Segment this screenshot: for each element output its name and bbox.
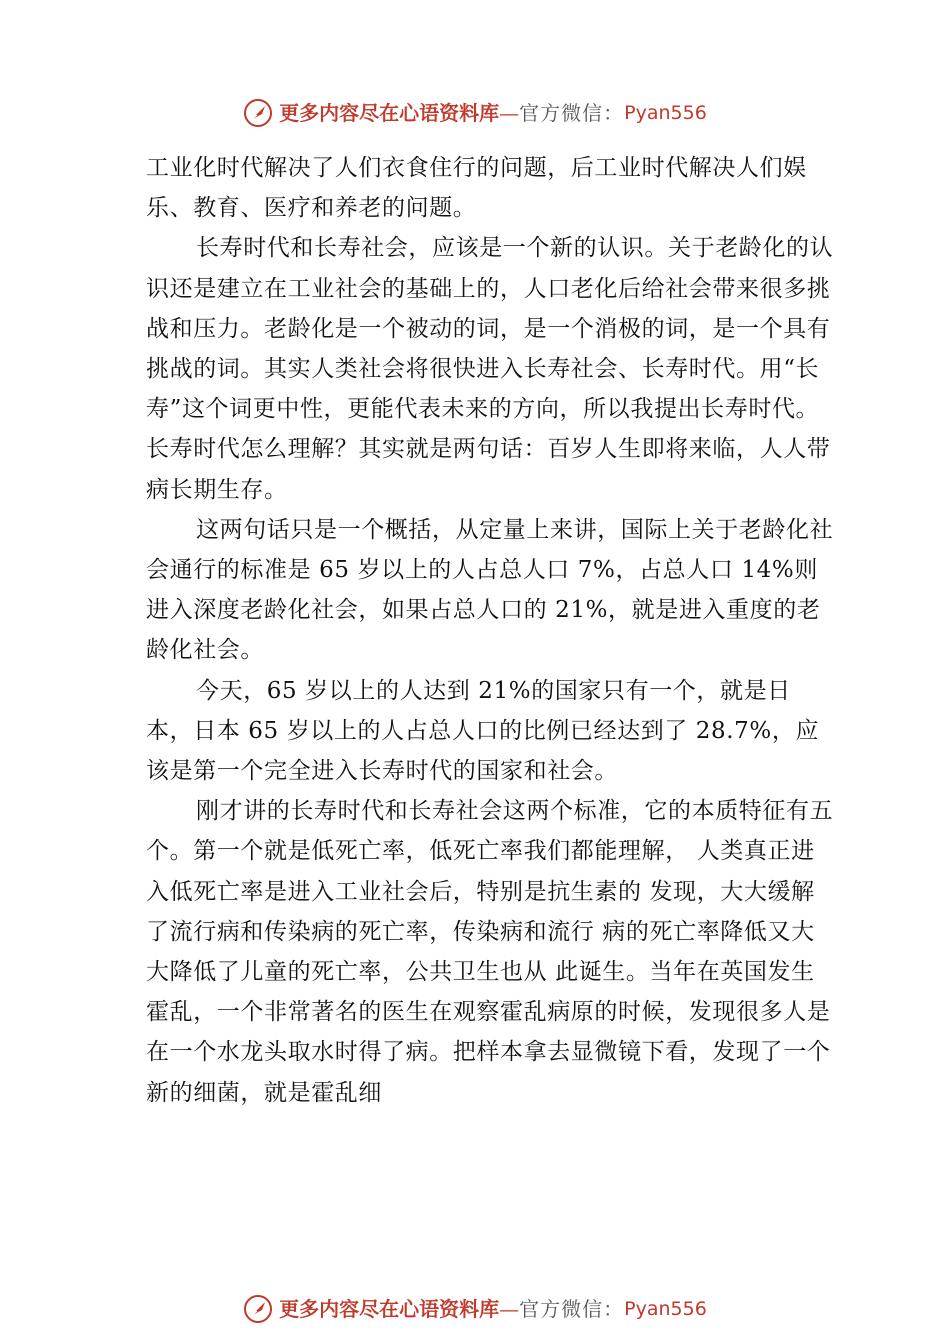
wechat-label: 官方微信： bbox=[519, 1297, 625, 1321]
paragraph-3: 这两句话只是一个概括，从定量上来讲，国际上关于老龄化社会通行的标准是 65 岁以上的人占总人口 7%，占总人口 14%则进入深度老龄化社会，如果占总人口的 21%，就是进入重度的老龄化社会。 bbox=[146, 516, 834, 664]
paragraph-1: 工业化时代解决了人们衣食住行的问题，后工业时代解决人们娱乐、教育、医疗和养老的问题。 bbox=[146, 155, 807, 222]
paragraph-5: 刚才讲的长寿时代和长寿社会这两个标准，它的本质特征有五个。第一个就是低死亡率，低死亡率我们都能理解， 人类真正进入低死亡率是进入工业社会后，特别是抗生素的 发现，大大缓解了流行病和传染病的死亡率，传染病和流行 病的死亡率降低又大大降低了儿童的死亡率，公共卫生也从 此诞生。当年在英国发生霍乱，一个非常著名的医生在观察霍乱病原的时候，发现很多人是在一个水龙头取水时得了病。把样本拿去显微镜下看，发现了一个新的细菌，就是霍乱细 bbox=[146, 798, 834, 1106]
banner-dash: — bbox=[499, 101, 520, 125]
banner-dash: — bbox=[499, 1297, 520, 1321]
wechat-id: Pyan556 bbox=[624, 1298, 707, 1320]
document-body bbox=[146, 148, 834, 1113]
quill-logo-icon bbox=[243, 1294, 273, 1324]
wechat-id: Pyan556 bbox=[624, 102, 707, 124]
quill-logo-icon bbox=[243, 98, 273, 128]
paragraph-4: 今天，65 岁以上的人达到 21%的国家只有一个，就是日本，日本 65 岁以上的人占总人口的比例已经达到了 28.7%，应该是第一个完全进入长寿时代的国家和社会。 bbox=[146, 677, 820, 785]
brand-text: 更多内容尽在心语资料库 bbox=[279, 1297, 500, 1321]
wechat-label: 官方微信： bbox=[519, 101, 625, 125]
footer-banner bbox=[0, 1294, 950, 1324]
paragraph-2: 长寿时代和长寿社会，应该是一个新的认识。关于老龄化的认识还是建立在工业社会的基础上的，人口老化后给社会带来很多挑战和压力。老龄化是一个被动的词，是一个消极的词，是一个具有挑战的词。其实人类社会将很快进入长寿社会、长寿时代。用“长寿”这个词更中性，更能代表未来的方向，所以我提出长寿时代。长寿时代怎么理解？其实就是两句话：百岁人生即将来临，人人带病长期生存。 bbox=[146, 235, 834, 503]
brand-text: 更多内容尽在心语资料库 bbox=[279, 101, 500, 125]
header-banner bbox=[0, 98, 950, 128]
